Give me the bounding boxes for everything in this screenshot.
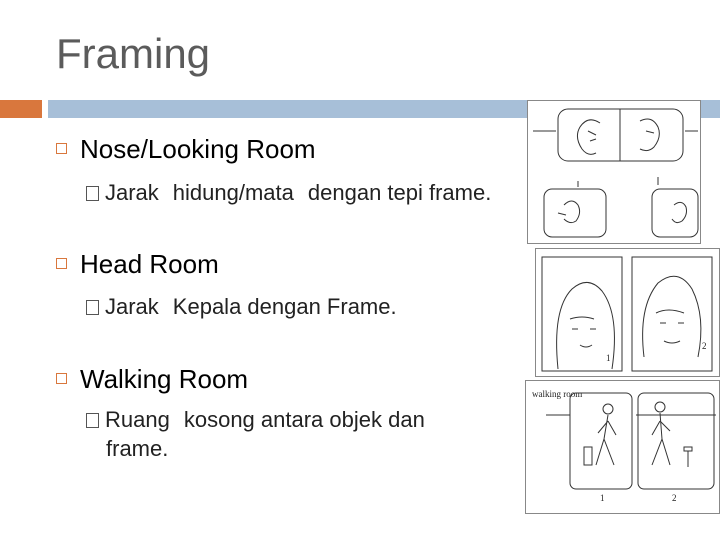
sub-bullet-icon — [86, 300, 99, 315]
walking-room-label-1: 1 — [600, 493, 605, 503]
sub-bullet-icon — [86, 186, 99, 201]
walking-room-sketch — [526, 381, 719, 513]
head-room-label-2: 2 — [702, 341, 707, 351]
nose-room-sketch — [528, 101, 700, 243]
accent-bar — [0, 100, 42, 118]
walking-room-label-2: 2 — [672, 493, 677, 503]
bullet-square-icon — [56, 373, 67, 384]
sub-bullet-head-room: Jarak Kepala dengan Frame. — [86, 294, 397, 320]
head-room-sketch — [536, 249, 719, 376]
sub-bullet-walking-room: Ruang kosong antara objek dan — [86, 407, 425, 433]
sub-bullet-walking-room-cont: frame. — [106, 436, 169, 461]
sub-bullet-nose-room: Jarak hidung/mata dengan tepi frame. — [86, 180, 491, 206]
bullet-heading-walking-room: Walking Room — [80, 364, 249, 394]
head-room-figure — [535, 248, 720, 377]
walking-room-figure — [525, 380, 720, 514]
sub-bullet-icon — [86, 413, 99, 428]
slide-title: Framing — [56, 30, 211, 77]
nose-room-figure — [527, 100, 701, 244]
bullet-square-icon — [56, 258, 67, 269]
head-room-label-1: 1 — [606, 353, 611, 363]
bullet-square-icon — [56, 143, 67, 154]
walking-room-title: walking room — [532, 389, 583, 399]
bullet-heading-nose-room: Nose/Looking Room — [80, 134, 316, 164]
bullet-heading-head-room: Head Room — [80, 249, 219, 279]
